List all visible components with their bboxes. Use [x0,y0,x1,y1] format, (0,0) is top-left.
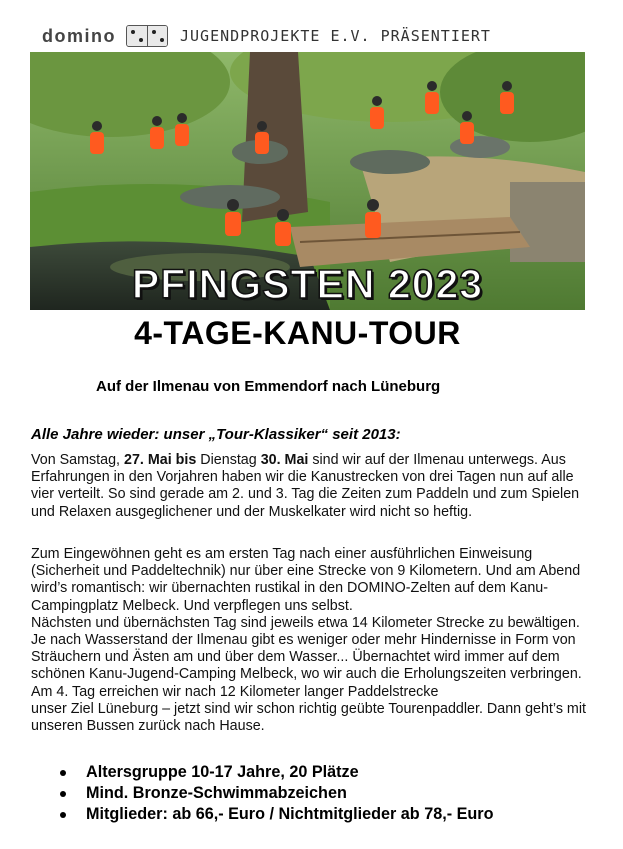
end-date: 30. Mai [260,452,309,468]
intro-heading: Alle Jahre wieder: unser „Tour-Klassiker“ seit 2013: [31,426,401,443]
dice-icon [126,25,168,47]
details-list [60,762,493,825]
die-right [148,26,168,46]
brand-name: domino [42,25,116,46]
itinerary-day2-3: Nächsten und übernächsten Tag sind jeweils etwa 14 Kilometer Strecke zu bewältigen. Je nach Wasserstand der Ilmenau gibt es weniger oder mehr Hindernisse in Form von Sträuchern und Ästen am und über dem Wasser... Übernachtet wird immer auf dem schönen Kanu-Jugend-Camping Melbeck, wo wir auch die Erholungszeiten verbringen. [31,614,582,683]
page-title: 4-TAGE-KANU-TOUR [134,315,461,351]
header [42,24,582,48]
subtitle: Auf der Ilmenau von Emmendorf nach Lüneburg [96,378,441,395]
itinerary-day4: Am 4. Tag erreichen wir nach 12 Kilometer langer Paddelstrecke [31,683,439,700]
hero-overlay-title: PFINGSTEN 2023 [131,261,484,307]
start-date: 27. Mai bis [124,452,197,468]
die-left [127,26,148,46]
list-item: Mind. Bronze-Schwimmabzeichen [60,783,493,804]
paragraph-text: sind wir auf der Ilmenau unterwegs. Aus Erfahrungen in den Vorjahren haben wir die Kanustrecken von drei Tagen nun auf alle vier verteilt. So sind gerade am 2. und 3. Tag die Zeiten zum Paddeln und zum Spielen und Relaxen ausgeglichener und der Muskelkater wird nicht so heftig. [31,452,580,520]
paragraph-text: Von Samstag, [31,452,124,468]
list-item: Altersgruppe 10-17 Jahre, 20 Plätze [60,762,493,783]
hero-photo [30,52,585,310]
itinerary-return: unser Ziel Lüneburg – jetzt sind wir schon richtig geübte Tourenpaddler. Dann geht’s mit unseren Bussen zurück nach Hause. [31,700,586,735]
tagline: JUGENDPROJEKTE E.V. PRÄSENTIERT [180,27,491,45]
paragraph-itinerary [31,546,591,735]
paragraph-text: Dienstag [196,452,261,468]
paragraph-dates [31,452,591,521]
itinerary-day1: Zum Eingewöhnen geht es am ersten Tag nach einer ausführlichen Einweisung (Sicherheit und Paddeltechnik) nur über eine Strecke von 9 Kilometern. Und am Abend wird’s romantisch: wir übernachten rustikal in den DOMINO-Zelten auf dem Kanu-Campingplatz Melbeck. Und verpflegen uns selbst. [31,546,581,614]
list-item: Mitglieder: ab 66,- Euro / Nichtmitglieder ab 78,- Euro [60,804,493,825]
